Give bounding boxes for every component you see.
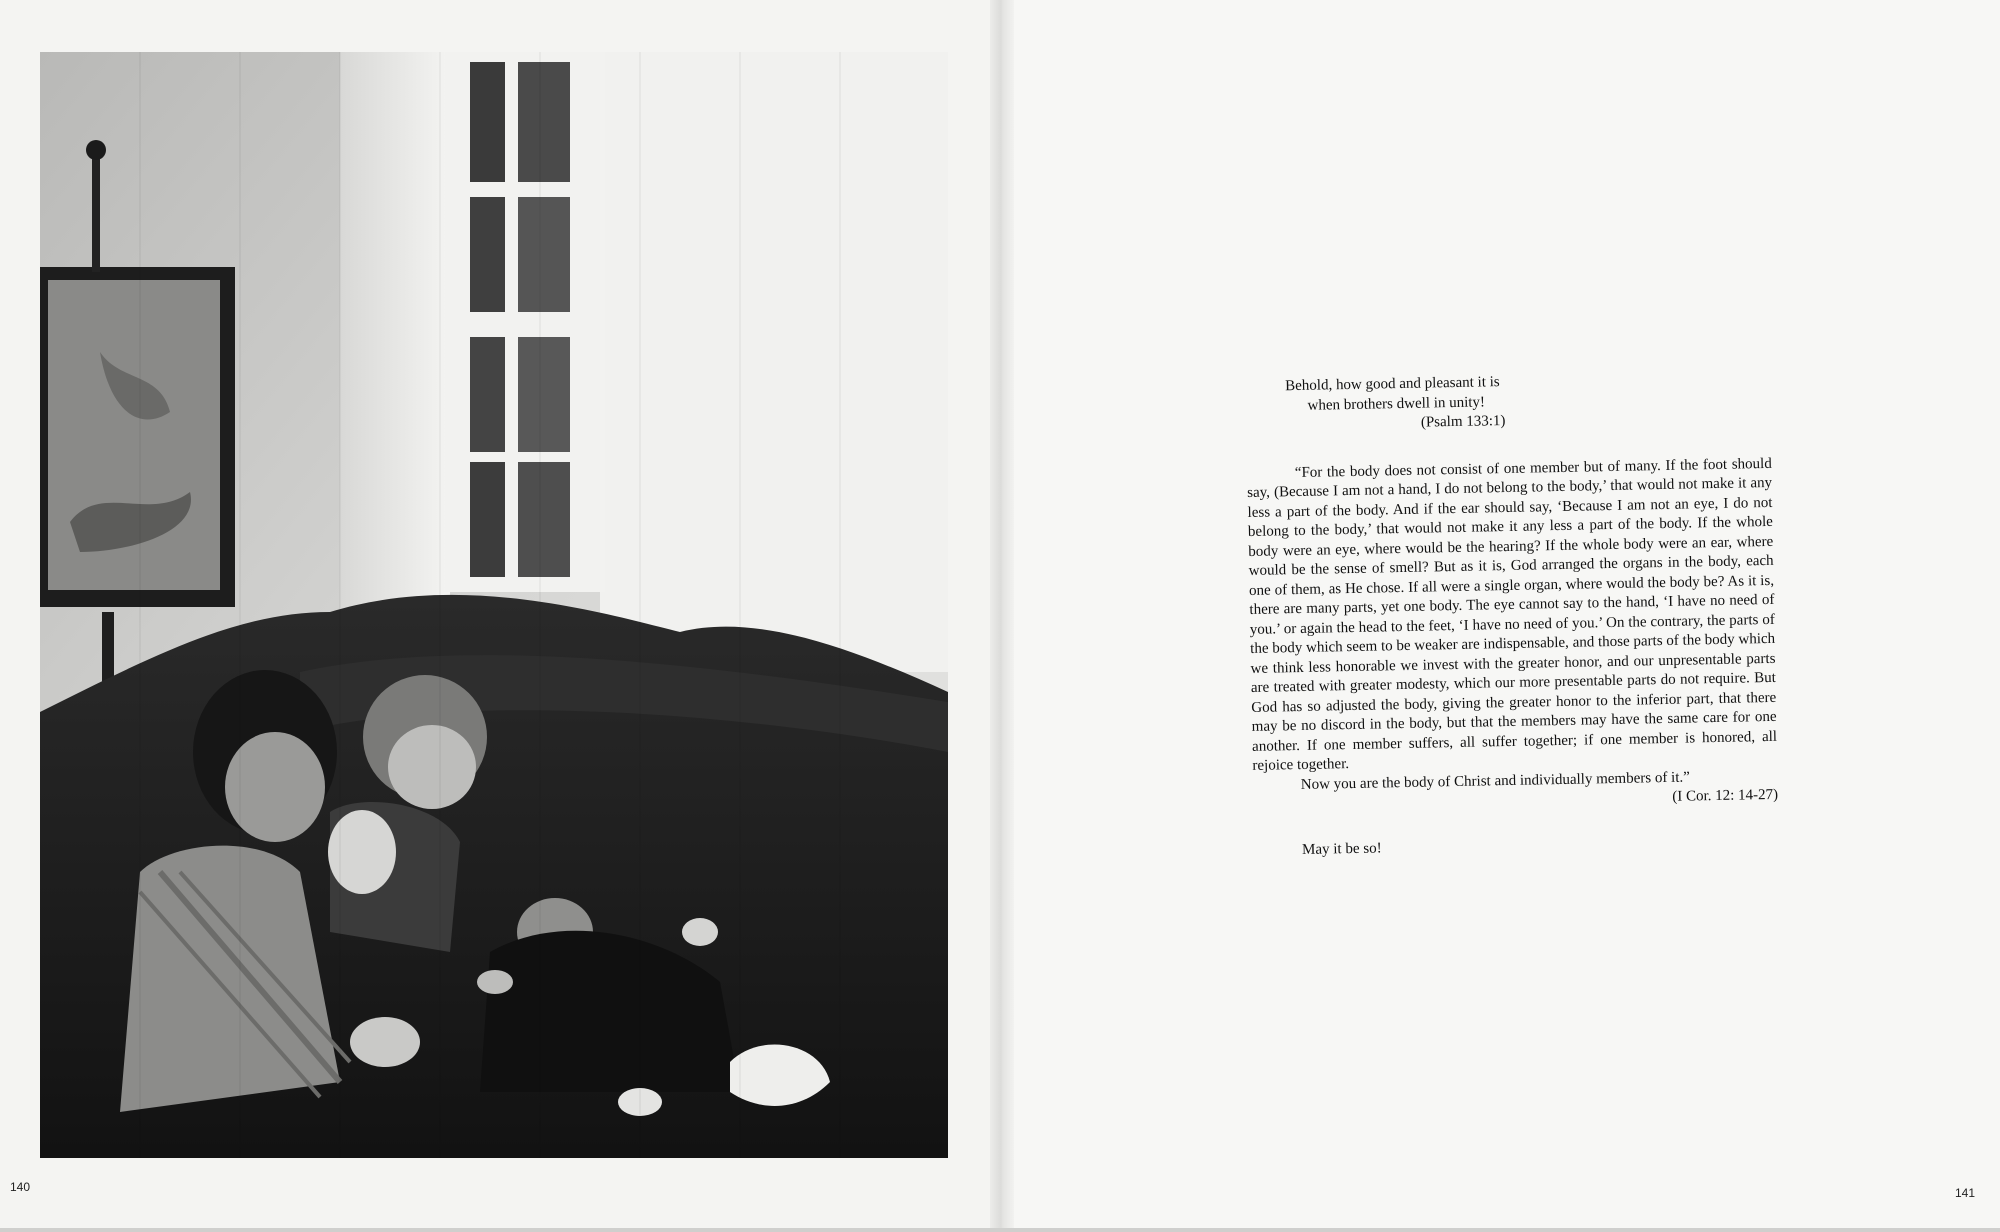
closing-line: May it be so! <box>1301 839 1382 858</box>
passage-citation: (I Cor. 12: 14-27) <box>1672 786 1779 805</box>
photograph <box>40 52 948 1158</box>
page-edge-bottom <box>0 1228 2000 1232</box>
photograph-children-on-sofa-icon <box>40 52 948 1158</box>
page-number-left: 140 <box>10 1180 31 1194</box>
epigraph-citation: (Psalm 133:1) <box>1420 413 1506 431</box>
page-number-right: 141 <box>1955 1186 1976 1200</box>
epigraph <box>1285 372 1576 436</box>
epigraph-line-2: when brothers dwell in unity! <box>1307 393 1486 414</box>
passage-paragraph: “For the body does not consist of one member but of many. If the foot should say, (Because I am not a hand, I do not belong to the body,’ that would not make it any less a part of the body. And if the ear should say, ‘Because I am not an eye, I do not belong to the body,’ that would not make it any less a part of the body. If the whole body were an eye, where would be the hearing? If the whole body were an ear, where would be the sense of smell? But as it is, God arranged the organs in the body, each one of them, as He chose. If all were a single organ, where would the body be? As it is, there are many parts, yet one body. The eye cannot say to the hand, ‘I have no need of you.’ or again the head to the feet, ‘I have no need of you.’ On the contrary, the parts of the body which seem to be weaker are indispensable, and those parts of the body which we think less honorable we invest with the greater honor, and our unpresentable parts are treated with greater modesty, which our more presentable parts do not require. But God has so adjusted the body, giving the greater honor to the inferior part, that there may be no discord in the body, but that the members may have the same care for one another. If one member suffers, all suffer together; if one member is honored, all rejoice together. <box>1247 455 1778 774</box>
book-gutter <box>990 0 1014 1232</box>
epigraph-line-1: Behold, how good and pleasant it is <box>1285 374 1500 395</box>
text-block <box>1245 368 1779 861</box>
passage-conclusion: Now you are the body of Christ and individually members of it.” <box>1300 769 1690 793</box>
